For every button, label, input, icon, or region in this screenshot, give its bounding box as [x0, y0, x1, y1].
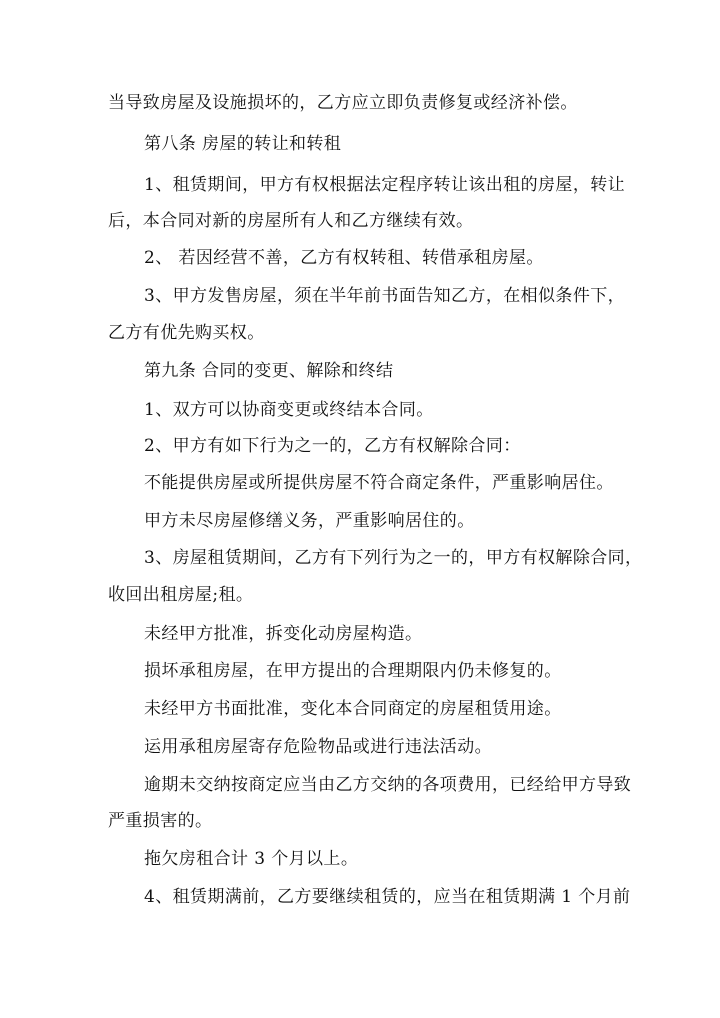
- section-heading-article-8: 第八条 房屋的转让和转租: [144, 134, 342, 154]
- text-line: 2、 若因经营不善，乙方有权转租、转借承租房屋。: [144, 248, 544, 268]
- text-line: 1、租赁期间，甲方有权根据法定程序转让该出租的房屋，转让: [144, 175, 626, 195]
- text-line: 后，本合同对新的房屋所有人和乙方继续有效。: [108, 211, 474, 231]
- text-line: 1、双方可以协商变更或终结本合同。: [144, 400, 434, 420]
- text-line: 4、租赁期满前，乙方要继续租赁的，应当在租赁期满 1 个月前: [144, 887, 631, 907]
- text-line: 损坏承租房屋，在甲方提出的合理期限内仍未修复的。: [144, 661, 562, 681]
- text-line: 当导致房屋及设施损坏的，乙方应立即负责修复或经济补偿。: [108, 93, 578, 113]
- text-line: 2、甲方有如下行为之一的，乙方有权解除合同：: [144, 436, 521, 456]
- text-line: 拖欠房租合计 3 个月以上。: [144, 849, 359, 869]
- text-line: 甲方未尽房屋修缮义务，严重影响居住的。: [144, 511, 475, 531]
- text-line: 收回出租房屋;租。: [108, 585, 254, 605]
- text-line: 乙方有优先购买权。: [108, 323, 265, 343]
- text-line: 3、房屋租赁期间，乙方有下列行为之一的，甲方有权解除合同，: [144, 548, 643, 568]
- text-line: 不能提供房屋或所提供房屋不符合商定条件，严重影响居住。: [144, 473, 614, 493]
- section-heading-article-9: 第九条 合同的变更、解除和终结: [144, 361, 394, 381]
- text-line: 未经甲方书面批准，变化本合同商定的房屋租赁用途。: [144, 699, 562, 719]
- text-line: 运用承租房屋寄存危险物品或进行违法活动。: [144, 737, 492, 757]
- text-line: 未经甲方批准，拆变化动房屋构造。: [144, 624, 423, 644]
- text-line: 严重损害的。: [108, 811, 213, 831]
- text-line: 逾期未交纳按商定应当由乙方交纳的各项费用，已经给甲方导致: [144, 775, 632, 795]
- text-line: 3、甲方发售房屋，须在半年前书面告知乙方，在相似条件下，: [144, 286, 626, 306]
